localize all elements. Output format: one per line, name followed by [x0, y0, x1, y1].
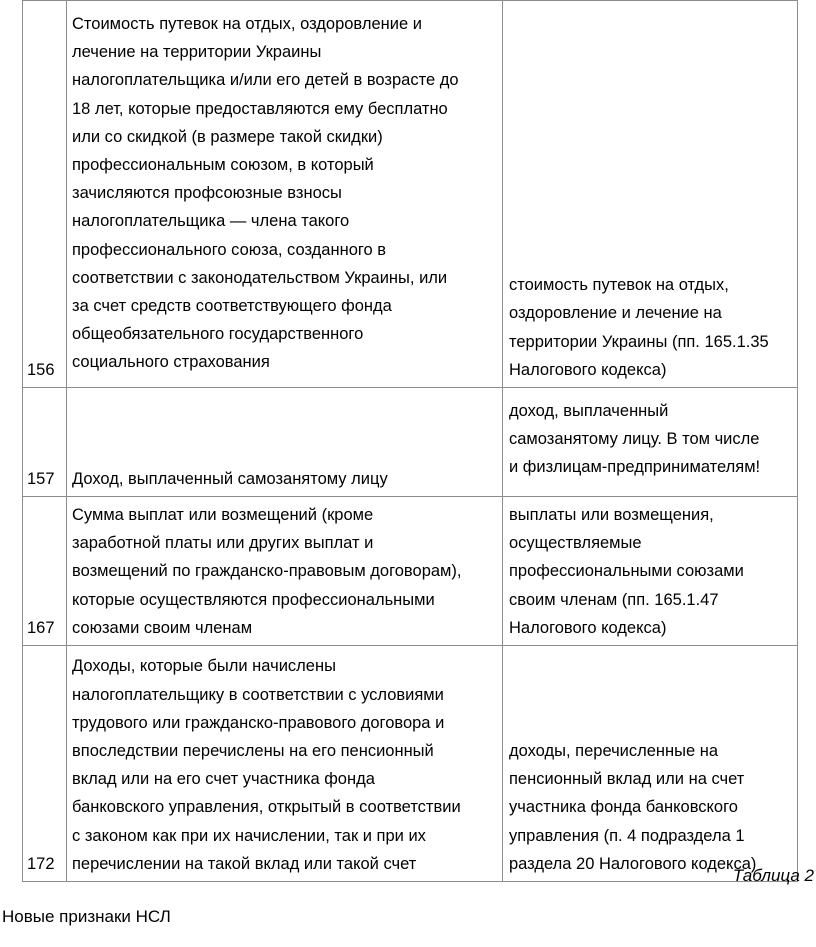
income-code: 157	[23, 388, 67, 497]
description-line: вклад или на его счет участника фонда	[72, 770, 375, 789]
note-line: оздоровление и лечение на	[509, 304, 722, 323]
note-line: профессиональными союзами	[509, 562, 744, 581]
description-line: профессионального союза, созданного в	[72, 240, 387, 259]
note-line: Налогового кодекса)	[509, 360, 667, 379]
note-line: своим членам (пп. 165.1.47	[509, 590, 719, 609]
note-line: раздела 20 Налогового кодекса)	[509, 854, 757, 873]
note-line: участника фонда банковского	[509, 798, 738, 817]
note-line: Налогового кодекса)	[509, 618, 667, 637]
description-line: налогоплательщика и/или его детей в возрасте до	[72, 71, 459, 90]
note-line: доходы, перечисленные на	[509, 741, 719, 760]
description-line: за счет средств соответствующего фонда	[72, 297, 392, 316]
description-line: банковского управления, открытый в соответствии	[72, 798, 461, 817]
note-line: выплаты или возмещения,	[509, 505, 714, 524]
description-line: соответствии с законодательством Украины, или	[72, 268, 448, 287]
description-line: Сумма выплат или возмещений (кроме	[72, 505, 374, 524]
income-description	[67, 1, 503, 388]
income-description	[67, 388, 503, 497]
note-line: территории Украины (пп. 165.1.35	[509, 332, 769, 351]
description-line: профессиональным союзом, в который	[72, 156, 374, 175]
description-line: которые осуществляются профессиональными	[72, 590, 435, 609]
note-line: стоимость путевок на отдых,	[509, 276, 729, 295]
description-line: общеобязательного государственного	[72, 325, 364, 344]
income-codes-table	[22, 0, 798, 882]
description-line: 18 лет, которые предоставляются ему бесплатно	[72, 99, 448, 118]
section-heading: Новые признаки НСЛ	[2, 907, 171, 926]
income-note	[503, 646, 798, 882]
income-note	[503, 1, 798, 388]
description-line: или со скидкой (в размере такой скидки)	[72, 127, 383, 146]
income-code: 156	[23, 1, 67, 388]
description-line: налогоплательщика — члена такого	[72, 212, 350, 231]
description-line: налогоплательщику в соответствии с условиями	[72, 685, 444, 704]
note-line: самозанятому лицу. В том числе	[509, 430, 760, 449]
description-line: возмещений по гражданско-правовым договорам),	[72, 562, 462, 581]
income-code: 167	[23, 497, 67, 646]
description-line: зачисляются профсоюзные взносы	[72, 184, 342, 203]
table-row	[23, 1, 798, 388]
income-code: 172	[23, 646, 67, 882]
income-note	[503, 497, 798, 646]
income-description	[67, 646, 503, 882]
description-line: с законом как при их начислении, так и при их	[72, 826, 426, 845]
description-line: лечение на территории Украины	[72, 43, 322, 62]
income-description	[67, 497, 503, 646]
note-line: и физлицам-предпринимателям!	[509, 458, 761, 477]
table-row	[23, 388, 798, 497]
description-line: Стоимость путевок на отдых, оздоровление и	[72, 15, 422, 33]
description-line: перечислении на такой вклад или такой счет	[72, 854, 417, 873]
note-line: осуществляемые	[509, 534, 642, 553]
note-line: доход, выплаченный	[509, 402, 669, 420]
description-line: впоследствии перечислены на его пенсионный	[72, 741, 434, 760]
description-line: союзами своим членам	[72, 618, 253, 637]
table-row	[23, 497, 798, 646]
description-line: заработной платы или других выплат и	[72, 534, 374, 553]
description-line: Доход, выплаченный самозанятому лицу	[72, 469, 388, 488]
table-caption: Таблица 2	[732, 866, 814, 885]
description-line: Доходы, которые были начислены	[72, 657, 336, 676]
note-line: пенсионный вклад или на счет	[509, 770, 745, 789]
table-row	[23, 646, 798, 882]
description-line: социального страхования	[72, 353, 270, 372]
description-line: трудового или гражданско-правового договора и	[72, 713, 445, 732]
note-line: управления (п. 4 подраздела 1	[509, 826, 745, 845]
income-note	[503, 388, 798, 497]
